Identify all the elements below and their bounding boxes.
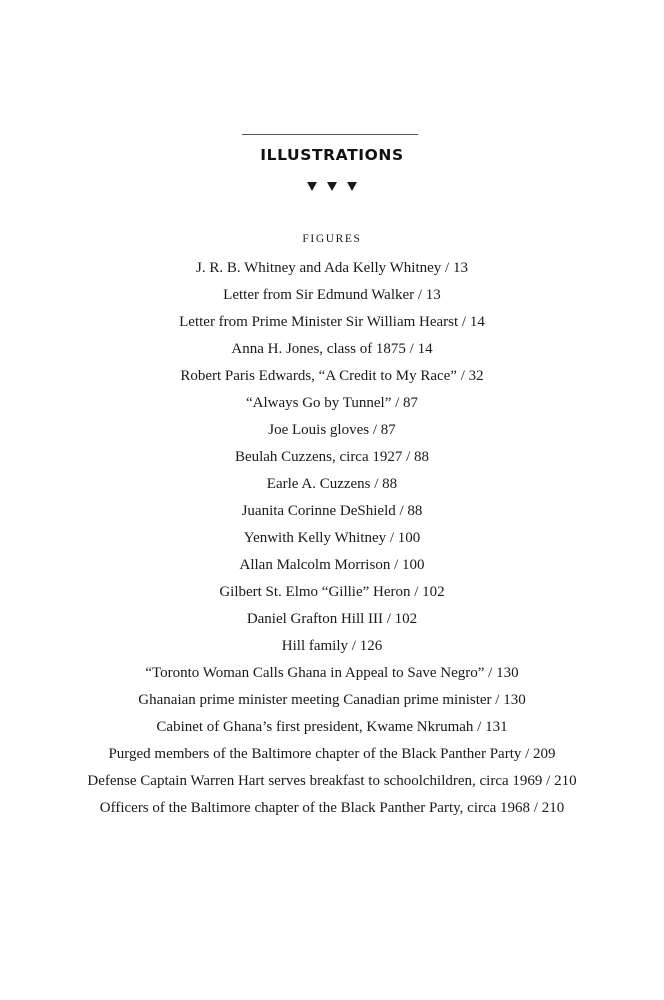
list-item: Hill family / 126	[281, 638, 383, 654]
page-title: ILLUSTRATIONS	[260, 146, 404, 164]
list-item: J. R. B. Whitney and Ada Kelly Whitney / 13	[196, 260, 468, 276]
list-item: Anna H. Jones, class of 1875 / 14	[231, 341, 433, 357]
list-item: “Toronto Woman Calls Ghana in Appeal to Save Negro” / 130	[145, 665, 519, 681]
list-item: Yenwith Kelly Whitney / 100	[243, 530, 421, 546]
list-item: Juanita Corinne DeShield / 88	[241, 503, 423, 519]
list-item: Joe Louis gloves / 87	[268, 422, 396, 438]
list-item: Cabinet of Ghana’s first president, Kwame Nkrumah / 131	[156, 719, 508, 735]
list-item: Earle A. Cuzzens / 88	[266, 476, 398, 492]
list-item: “Always Go by Tunnel” / 87	[245, 395, 419, 411]
triangle-down-icon	[347, 182, 357, 191]
list-item: Defense Captain Warren Hart serves breakfast to schoolchildren, circa 1969 / 210	[87, 773, 577, 789]
list-item: Purged members of the Baltimore chapter of the Black Panther Party / 209	[108, 746, 556, 762]
triangle-down-icon	[307, 182, 317, 191]
list-item: Robert Paris Edwards, “A Credit to My Race” / 32	[180, 368, 484, 384]
list-item: Officers of the Baltimore chapter of the Black Panther Party, circa 1968 / 210	[99, 800, 565, 816]
list-item: Letter from Prime Minister Sir William Hearst / 14	[179, 314, 485, 330]
list-item: Ghanaian prime minister meeting Canadian prime minister / 130	[138, 692, 526, 708]
list-item: Beulah Cuzzens, circa 1927 / 88	[234, 449, 430, 465]
triangle-down-icon	[327, 182, 337, 191]
list-item: Daniel Grafton Hill III / 102	[246, 611, 418, 627]
ornament	[0, 182, 664, 191]
list-item: Gilbert St. Elmo “Gillie” Heron / 102	[219, 584, 445, 600]
section-title: FIGURES	[302, 233, 362, 245]
list-item: Letter from Sir Edmund Walker / 13	[223, 287, 441, 303]
top-rule	[242, 134, 418, 135]
list-item: Allan Malcolm Morrison / 100	[239, 557, 425, 573]
figures-list	[0, 255, 664, 822]
